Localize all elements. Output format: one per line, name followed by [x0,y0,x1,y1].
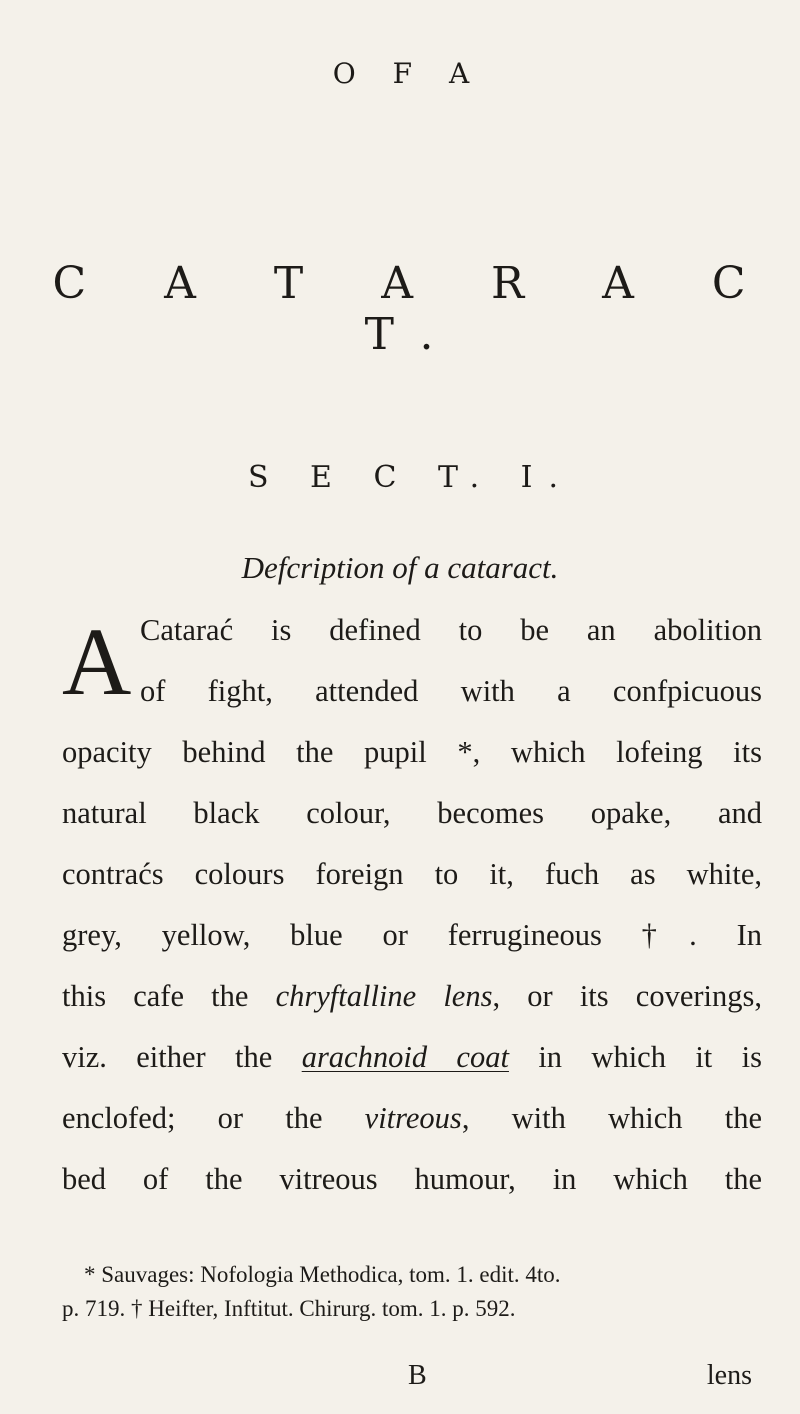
signature-mark: B [408,1360,427,1391]
term-arachnoid-coat: arachnoid coat [301,1040,509,1074]
footnote-2: p. 719. † Heifter, Inftitut. Chirurg. tom. 1. p. 592. [62,1296,516,1321]
section-heading: S E C T. I. [247,460,575,495]
text-line-7-end: , or its coverings, [492,979,762,1013]
text-line-7 [62,966,762,1027]
page-title: C A T A R A C T. [52,258,778,360]
text-line-4: natural black colour, becomes opake, and [62,796,762,830]
text-line-2: of fight, attended with a confpicuous [140,674,762,708]
text-line-8 [62,1027,762,1088]
text-line-9-end: , with which the [461,1101,762,1135]
footnote-1: * Sauvages: Nofologia Methodica, tom. 1. edit. 4to. [84,1262,561,1287]
term-crystalline-lens: chryftalline lens [275,979,493,1013]
text-line-8-end: in which it is [508,1040,762,1074]
first-paragraph-opening [62,600,762,722]
text-line-9-start: enclofed; or the [62,1101,365,1135]
catchword: lens [706,1360,752,1391]
section-subtitle: Defcription of a cataract. [241,550,559,585]
text-line-6: grey, yellow, blue or ferrugineous †. In [62,918,762,952]
text-line-5: contraćs colours foreign to it, fuch as white, [62,857,762,891]
text-line-9 [62,1088,762,1149]
text-line-8-start: viz. either the [62,1040,302,1074]
term-vitreous: vitreous [364,1101,462,1135]
heading-of-a: O F A [332,57,484,90]
body-text [62,600,762,1210]
drop-cap: A [62,608,132,715]
footnotes [62,1258,762,1326]
text-line-1: Catarać is defined to be an abolition [140,613,762,647]
text-line-7-start: this cafe the [62,979,276,1013]
text-line-3: opacity behind the pupil *, which lofeing its [62,735,762,769]
text-line-10: bed of the vitreous humour, in which the [62,1162,762,1196]
